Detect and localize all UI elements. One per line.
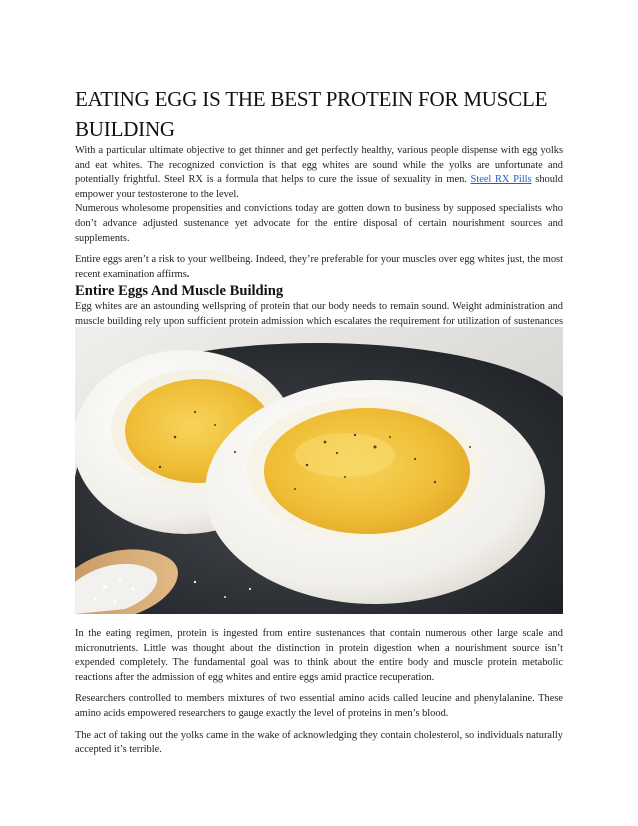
paragraph-3-text: Entire eggs aren’t a risk to your wellbeing. Indeed, they’re preferable for your muscles over egg whites just, the most recent examination affirms <box>75 254 563 280</box>
intro-paragraph <box>75 144 563 202</box>
article-top <box>75 84 563 344</box>
paragraph-3 <box>75 253 563 282</box>
intro-text: With a particular ultimate objective to get thinner and get perfectly healthy, various people dispense with egg yolks and eat whites. The recognized conviction is that egg whites are sound while the yolks are unfortunate and potentially frightful. Steel RX is a formula that helps to cure the issue of sexuality in men. <box>75 145 563 186</box>
lower-paragraph-3: The act of taking out the yolks came in the wake of acknowledging they contain cholesterol, so individuals naturally accepted it’s terrible. <box>75 729 563 756</box>
section-paragraph: Egg whites are an astounding wellspring of protein that our body needs to remain sound. Weight administration and muscle building rely upon sufficient protein admission which escalates the requirement for utilization of sustenances <box>75 301 563 327</box>
paragraph-2: Numerous wholesome propensities and convictions today are gotten down to business by supposed specialists who don’t advance adjusted sustenance yet advocate for the entire disposal of certain nourishment sources and supplements. <box>75 203 563 244</box>
boiled-eggs-photo <box>75 327 563 614</box>
lower-paragraph-2: Researchers controlled to members mixtures of two essential amino acids called leucine and phenylalanine. These amino acids empowered researchers to gauge exactly the level of proteins in men’s blood. <box>75 693 563 719</box>
article-title: EATING EGG IS THE BEST PROTEIN FOR MUSCLE BUILDING <box>75 87 548 141</box>
paragraph-3-end: . <box>186 268 190 280</box>
intro-text-end: should empower your testosterone to the level. <box>75 174 564 200</box>
lower-paragraph-1: In the eating regimen, protein is ingested from entire sustenances that contain numerous other large scale and micronutrients. Little was thought about the distinction in protein digestion when a nourishment source isn’t expended completely. The fundamental goal was to think about the entire body and muscle protein metabolic reactions after the admission of egg whites and entire eggs amid practice recuperation. <box>75 628 563 683</box>
steel-rx-pills-link[interactable]: Steel RX Pills <box>470 174 532 186</box>
article-bottom <box>75 627 563 758</box>
section-heading: Entire Eggs And Muscle Building <box>75 283 284 300</box>
